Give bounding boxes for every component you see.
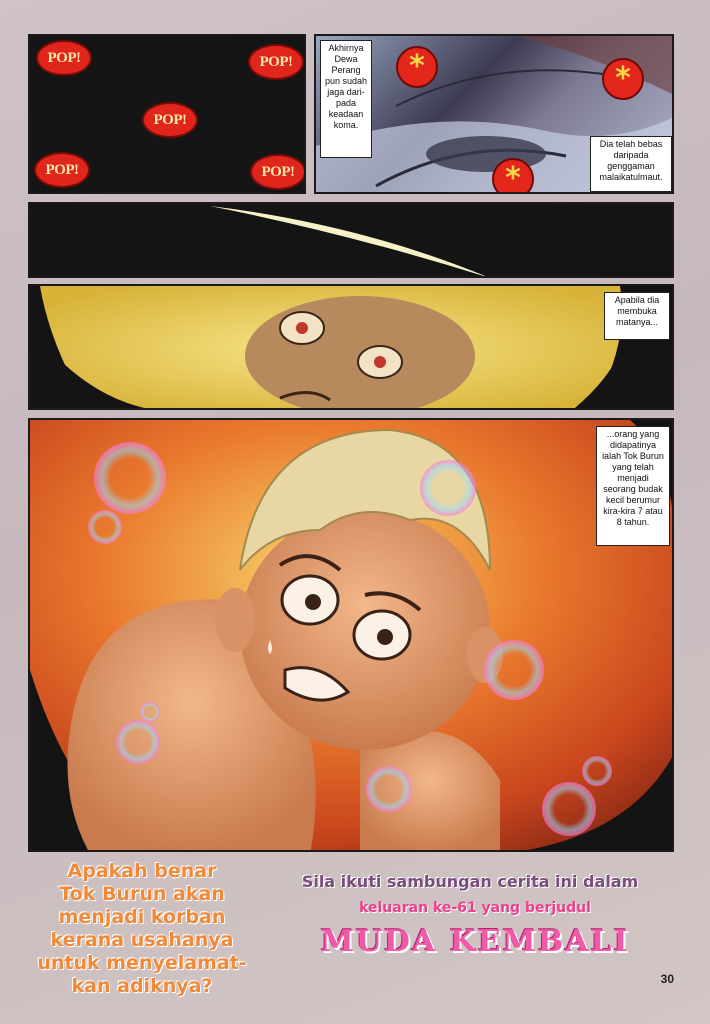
panel-boy-reveal xyxy=(28,418,674,852)
panel-pop xyxy=(28,34,306,194)
pop-burst: POP! xyxy=(250,154,306,190)
bubble xyxy=(140,702,160,722)
issue-line: keluaran ke-61 yang berjudul xyxy=(359,900,591,916)
bubble xyxy=(116,720,160,764)
pop-burst: POP! xyxy=(248,44,304,80)
bubble xyxy=(88,510,122,544)
next-title: MUDA KEMBALI xyxy=(320,924,630,959)
caption-opens-eyes: Apabila dia membuka matanya... xyxy=(604,292,670,340)
bubble xyxy=(582,756,612,786)
caption-awake: Akhirnya Dewa Perang pun sudah jaga dari- pada keadaan koma. xyxy=(320,40,372,158)
star-burst: * xyxy=(492,158,534,194)
panel-eyes-opening xyxy=(28,284,674,410)
panel-light-streak xyxy=(28,202,674,278)
caption-freed: Dia telah bebas daripada genggaman malaikatulmaut. xyxy=(590,136,672,192)
bubble xyxy=(420,460,476,516)
bubble xyxy=(94,442,166,514)
cliffhanger-question: Apakah benar Tok Burun akan menjadi korban kerana usahanya untuk menyelamat- kan adiknya? xyxy=(37,860,247,997)
star-burst: * xyxy=(396,46,438,88)
pop-burst: POP! xyxy=(36,40,92,76)
caption-tok-burun: ...orang yang didapatinya ialah Tok Burun yang telah menjadi seorang budak kecil berumur kira-kira 7 atau 8 tahun. xyxy=(596,426,670,546)
bubble xyxy=(484,640,544,700)
eyes-illustration xyxy=(30,286,674,410)
follow-up-line: Sila ikuti sambungan cerita ini dalam xyxy=(301,872,639,891)
bubble xyxy=(542,782,596,836)
light-streak xyxy=(30,204,674,278)
page-number: 30 xyxy=(660,972,674,986)
star-burst: * xyxy=(602,58,644,100)
pop-burst: POP! xyxy=(34,152,90,188)
panel-face-closeup xyxy=(314,34,674,194)
pop-burst: POP! xyxy=(142,102,198,138)
bubble xyxy=(366,766,412,812)
